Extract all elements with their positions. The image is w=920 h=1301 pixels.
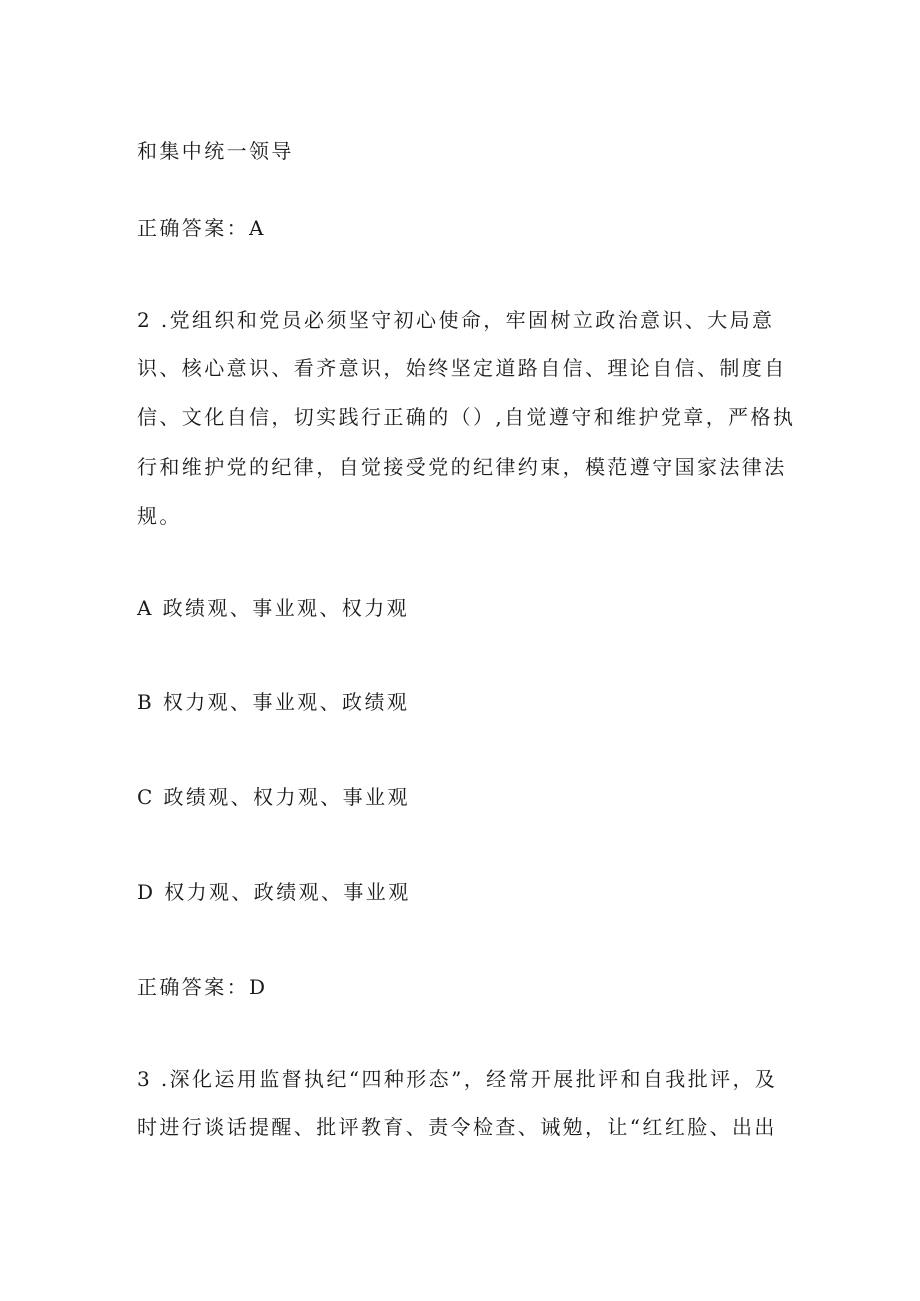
answer-line-q1: 正确答案：A [137, 216, 266, 240]
question-2-line-3: 信、文化自信，切实践行正确的（）,自觉遵守和维护党章，严格执 [137, 405, 796, 429]
question-2-line-4: 行和维护党的纪律，自觉接受党的纪律约束，模范遵守国家法律法 [137, 455, 787, 479]
text-line-fragment: 和集中统一领导 [137, 139, 294, 163]
question-2-line-2: 识、核心意识、看齐意识，始终坚定道路自信、理论自信、制度自 [137, 356, 787, 380]
question-2-line-5: 规。 [137, 504, 182, 528]
option-d: D 权力观、政绩观、事业观 [137, 880, 411, 904]
option-b: B 权力观、事业观、政绩观 [137, 690, 410, 714]
answer-line-q2: 正确答案：D [137, 975, 268, 999]
option-c: C 政绩观、权力观、事业观 [137, 785, 410, 809]
option-a: A 政绩观、事业观、权力观 [137, 596, 410, 620]
question-2-line-1: 2 .党组织和党员必须坚守初心使命，牢固树立政治意识、大局意 [137, 308, 775, 332]
question-3-line-2: 时进行谈话提醒、批评教育、责令检查、诫勉，让“红红脸、出出 [137, 1115, 777, 1139]
question-3-line-1: 3 .深化运用监督执纪“四种形态”，经常开展批评和自我批评，及 [137, 1067, 778, 1091]
